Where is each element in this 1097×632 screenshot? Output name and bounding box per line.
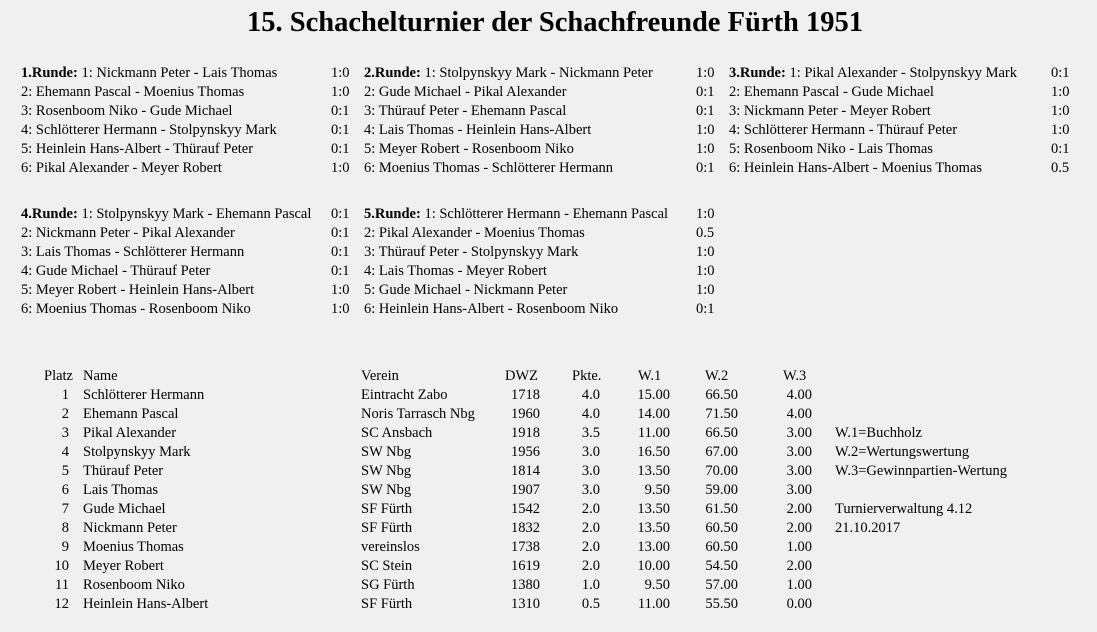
cell-w1: 13.50 [637,520,670,536]
round-4 [21,205,381,319]
game-pairing: 2: Pikal Alexander - Moenius Thomas [364,225,585,241]
legend-w1: W.1=Buchholz [835,425,922,441]
cell-platz: 9 [61,539,69,555]
cell-w1: 9.50 [644,482,670,498]
cell-platz: 5 [61,463,69,479]
game-row [729,159,1089,178]
cell-platz: 11 [55,577,69,593]
cell-w1: 16.50 [637,444,670,460]
cell-w1: 11.00 [637,425,670,441]
game-row [729,140,1089,159]
cell-dwz: 1310 [511,596,540,612]
game-pairing: 4: Schlötterer Hermann - Thürauf Peter [729,122,958,138]
cell-w2: 57.00 [705,577,738,593]
game-row [729,64,1089,83]
software-version: Turnierverwaltung 4.12 [835,501,973,517]
legend-spacer [835,481,1007,500]
cell-verein: SW Nbg [361,444,412,460]
cell-verein: Eintracht Zabo [361,387,448,403]
cell-platz: 3 [61,425,69,441]
cell-platz: 10 [54,558,69,574]
game-row [21,243,381,262]
cell-dwz: 1738 [511,539,540,555]
game-result: 1:0 [696,244,715,260]
round-1 [21,64,381,178]
game-result: 1:0 [331,301,350,317]
game-row [21,64,381,83]
game-pairing: 4: Lais Thomas - Heinlein Hans-Albert [364,122,592,138]
cell-name: Thürauf Peter [83,463,164,479]
game-result: 0:1 [696,301,715,317]
header-w1: W.1 [638,368,662,384]
game-row [364,243,724,262]
round-5 [364,205,724,319]
game-pairing: 2: Gude Michael - Pikal Alexander [364,84,567,100]
game-result: 0:1 [331,122,350,138]
table-row [0,538,830,557]
cell-verein: SF Fürth [361,520,413,536]
standings-header-row [0,367,830,386]
cell-dwz: 1832 [511,520,540,536]
game-result: 0.5 [1051,160,1070,176]
table-row [0,405,830,424]
cell-platz: 1 [61,387,69,403]
cell-verein: vereinslos [361,539,420,555]
cell-verein: SW Nbg [361,463,412,479]
game-row [21,281,381,300]
game-row [364,159,724,178]
game-row [364,83,724,102]
cell-w3: 4.00 [786,406,812,422]
cell-pkte: 0.5 [581,596,600,612]
cell-dwz: 1814 [511,463,540,479]
game-row [21,205,381,224]
game-pairing: 6: Heinlein Hans-Albert - Moenius Thomas [729,160,983,176]
table-row [0,500,830,519]
cell-w2: 66.50 [705,387,738,403]
game-result: 0:1 [331,103,350,119]
cell-w2: 54.50 [705,558,738,574]
header-verein: Verein [361,368,399,384]
cell-name: Lais Thomas [83,482,159,498]
game-row [21,300,381,319]
cell-platz: 7 [61,501,69,517]
cell-pkte: 3.0 [581,444,600,460]
cell-pkte: 2.0 [581,520,600,536]
cell-pkte: 2.0 [581,558,600,574]
table-row [0,557,830,576]
header-platz: Platz [44,368,73,384]
game-row [364,64,724,83]
game-result: 0:1 [696,160,715,176]
header-w2: W.2 [705,368,729,384]
cell-w2: 59.00 [705,482,738,498]
game-row [364,102,724,121]
cell-dwz: 1619 [511,558,540,574]
cell-verein: SF Fürth [361,501,413,517]
game-pairing: 5: Rosenboom Niko - Lais Thomas [729,141,933,157]
cell-pkte: 4.0 [581,387,600,403]
table-row [0,481,830,500]
game-result: 1:0 [696,263,715,279]
cell-w2: 70.00 [705,463,738,479]
game-row [364,140,724,159]
standings-body [0,386,830,614]
cell-verein: SW Nbg [361,482,412,498]
cell-w3: 0.00 [786,596,812,612]
round-label: 2.Runde: [364,65,421,81]
game-row [21,262,381,281]
game-result: 0:1 [696,84,715,100]
game-result: 0:1 [331,206,350,222]
game-result: 1:0 [696,141,715,157]
game-result: 1:0 [331,160,350,176]
game-row [21,121,381,140]
game-pairing: 4: Schlötterer Hermann - Stolpynskyy Mark [21,122,277,138]
game-row [21,224,381,243]
table-row [0,519,830,538]
game-row [21,140,381,159]
cell-platz: 12 [54,596,69,612]
game-result: 1:0 [1051,122,1070,138]
cell-w2: 67.00 [705,444,738,460]
table-row [0,595,830,614]
standings-table [0,367,830,614]
round-label: 5.Runde: [364,206,421,222]
cell-verein: SF Fürth [361,596,413,612]
game-pairing: 1: Schlötterer Hermann - Ehemann Pascal [424,206,669,222]
game-row [729,102,1089,121]
cell-w1: 10.00 [637,558,670,574]
header-pkte: Pkte. [572,368,602,384]
cell-name: Schlötterer Hermann [83,387,205,403]
game-result: 1:0 [331,282,350,298]
game-result: 0:1 [331,244,350,260]
cell-w1: 13.50 [637,501,670,517]
game-row [729,83,1089,102]
game-pairing: 1: Stolpynskyy Mark - Ehemann Pascal [81,206,312,222]
game-pairing: 6: Heinlein Hans-Albert - Rosenboom Niko [364,301,619,317]
cell-w2: 60.50 [705,539,738,555]
game-pairing: 2: Ehemann Pascal - Moenius Thomas [21,84,245,100]
cell-w1: 13.50 [637,463,670,479]
cell-platz: 4 [61,444,69,460]
cell-w3: 2.00 [786,558,812,574]
cell-dwz: 1380 [511,577,540,593]
cell-w3: 3.00 [786,425,812,441]
cell-name: Stolpynskyy Mark [83,444,191,460]
round-label: 1.Runde: [21,65,78,81]
game-pairing: 6: Moenius Thomas - Schlötterer Hermann [364,160,613,176]
game-pairing: 5: Meyer Robert - Rosenboom Niko [364,141,574,157]
cell-name: Heinlein Hans-Albert [83,596,209,612]
round-3 [729,64,1089,178]
game-row [364,300,724,319]
game-result: 1:0 [696,206,715,222]
game-row [21,102,381,121]
cell-verein: SC Stein [361,558,413,574]
game-pairing: 4: Lais Thomas - Meyer Robert [364,263,547,279]
cell-w3: 1.00 [786,577,812,593]
game-row [364,224,724,243]
cell-dwz: 1907 [511,482,540,498]
cell-name: Nickmann Peter [83,520,177,536]
cell-platz: 6 [61,482,69,498]
table-row [0,462,830,481]
legend-notes [835,424,1007,538]
cell-name: Rosenboom Niko [83,577,185,593]
cell-w3: 2.00 [786,520,812,536]
cell-dwz: 1918 [511,425,540,441]
cell-w1: 15.00 [637,387,670,403]
game-row [21,159,381,178]
game-result: 0:1 [1051,65,1070,81]
header-w3: W.3 [783,368,807,384]
game-result: 1:0 [696,65,715,81]
cell-w3: 3.00 [786,444,812,460]
game-pairing: 3: Thürauf Peter - Ehemann Pascal [364,103,567,119]
cell-w3: 3.00 [786,482,812,498]
game-pairing: 3: Rosenboom Niko - Gude Michael [21,103,233,119]
header-dwz: DWZ [505,368,539,384]
cell-pkte: 3.5 [581,425,600,441]
game-pairing: 4: Gude Michael - Thürauf Peter [21,263,211,279]
cell-w1: 9.50 [644,577,670,593]
cell-w1: 14.00 [637,406,670,422]
game-pairing: 3: Lais Thomas - Schlötterer Hermann [21,244,245,260]
cell-w2: 66.50 [705,425,738,441]
cell-platz: 2 [61,406,69,422]
cell-pkte: 3.0 [581,482,600,498]
cell-w1: 13.00 [637,539,670,555]
cell-verein: Noris Tarrasch Nbg [361,406,475,422]
game-pairing: 1: Stolpynskyy Mark - Nickmann Peter [424,65,653,81]
cell-pkte: 2.0 [581,501,600,517]
round-label: 3.Runde: [729,65,786,81]
game-result: 0:1 [331,225,350,241]
cell-w1: 11.00 [637,596,670,612]
game-pairing: 5: Heinlein Hans-Albert - Thürauf Peter [21,141,254,157]
cell-w3: 3.00 [786,463,812,479]
game-pairing: 1: Pikal Alexander - Stolpynskyy Mark [789,65,1017,81]
cell-name: Ehemann Pascal [83,406,179,422]
game-pairing: 3: Thürauf Peter - Stolpynskyy Mark [364,244,579,260]
cell-w2: 60.50 [705,520,738,536]
cell-name: Meyer Robert [83,558,164,574]
cell-name: Moenius Thomas [83,539,184,555]
legend-w3: W.3=Gewinnpartien-Wertung [835,463,1007,479]
game-result: 1:0 [696,282,715,298]
game-result: 1:0 [1051,103,1070,119]
cell-w2: 71.50 [705,406,738,422]
game-result: 1:0 [696,122,715,138]
game-pairing: 5: Gude Michael - Nickmann Peter [364,282,568,298]
cell-name: Gude Michael [83,501,166,517]
game-pairing: 2: Ehemann Pascal - Gude Michael [729,84,934,100]
cell-w3: 4.00 [786,387,812,403]
table-row [0,443,830,462]
table-row [0,386,830,405]
cell-pkte: 4.0 [581,406,600,422]
game-result: 0:1 [331,141,350,157]
round-2 [364,64,724,178]
game-pairing: 2: Nickmann Peter - Pikal Alexander [21,225,235,241]
cell-dwz: 1542 [511,501,540,517]
game-pairing: 6: Pikal Alexander - Meyer Robert [21,160,222,176]
cell-name: Pikal Alexander [83,425,177,441]
cell-pkte: 3.0 [581,463,600,479]
game-pairing: 1: Nickmann Peter - Lais Thomas [81,65,278,81]
game-pairing: 6: Moenius Thomas - Rosenboom Niko [21,301,251,317]
table-row [0,424,830,443]
game-pairing: 5: Meyer Robert - Heinlein Hans-Albert [21,282,255,298]
cell-dwz: 1960 [511,406,540,422]
game-row [364,121,724,140]
page-title: 15. Schachelturnier der Schachfreunde Fürth 1951 [247,7,863,38]
game-result: 0.5 [696,225,715,241]
game-result: 1:0 [331,65,350,81]
game-row [729,121,1089,140]
header-name: Name [83,368,118,384]
cell-dwz: 1956 [511,444,540,460]
legend-w2: W.2=Wertungswertung [835,444,970,460]
cell-verein: SG Fürth [361,577,415,593]
cell-verein: SC Ansbach [361,425,433,441]
game-row [364,205,724,224]
cell-w3: 2.00 [786,501,812,517]
cell-w2: 61.50 [705,501,738,517]
report-date: 21.10.2017 [835,520,901,536]
cell-pkte: 1.0 [581,577,600,593]
cell-w3: 1.00 [786,539,812,555]
round-label: 4.Runde: [21,206,78,222]
cell-platz: 8 [61,520,69,536]
game-result: 0:1 [1051,141,1070,157]
cell-pkte: 2.0 [581,539,600,555]
game-result: 0:1 [331,263,350,279]
cell-w2: 55.50 [705,596,738,612]
game-row [364,262,724,281]
game-result: 1:0 [1051,84,1070,100]
game-result: 1:0 [331,84,350,100]
table-row [0,576,830,595]
game-pairing: 3: Nickmann Peter - Meyer Robert [729,103,931,119]
game-result: 0:1 [696,103,715,119]
game-row [364,281,724,300]
game-row [21,83,381,102]
cell-dwz: 1718 [511,387,540,403]
